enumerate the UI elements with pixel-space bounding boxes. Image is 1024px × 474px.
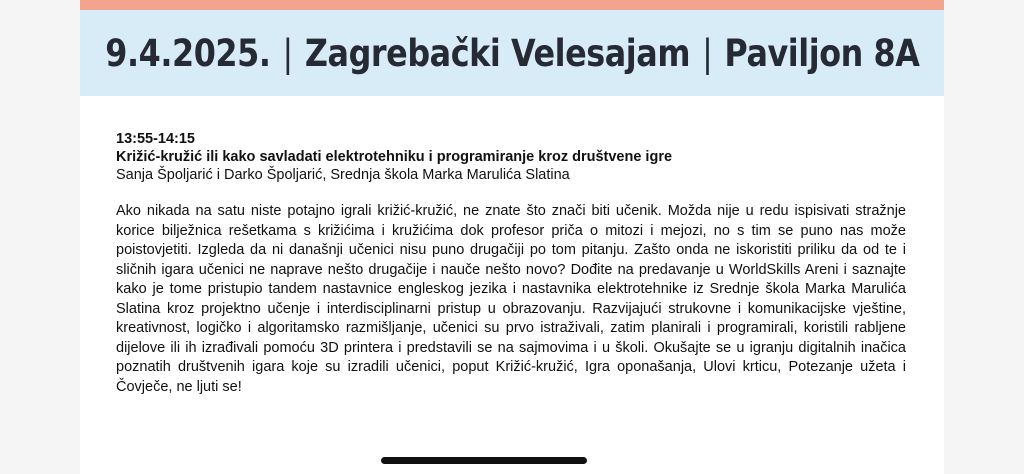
session-time: 13:55-14:15 — [116, 131, 195, 147]
session-description: Ako nikada na satu niste potajno igrali križić-kružić, ne znate što znači biti učenik. Možda nije u redu ispisivati stražnje korice bilježnica rešetkama s križićima i kružićima dok profesor priča o mitozi i mejozi, no s tim se puno nas može poistovjetiti. Izgleda da ni današnji učenici nisu puno drugačiji po tom pitanju. Zašto onda ne iskoristiti priliku da od te i sličnih igara učenici ne naprave nešto drugačije i nauče nešto novo? Dođite na predavanje u WorldSkills Areni i saznajte kako je tome pristupio tandem nastavnice engleskog jezika i nastavnika elektrotehnike iz Srednje škola Marka Marulića Slatina kroz projektno učenje i interdisciplinarni pristup u obrazovanju. Razvijajući strukovne i komunikacijske vještine, kreativnost, logičko i algoritamsko razmišljanje, učenici su prvo istraživali, zatim planirali i programirali, koristili rabljene dijelove ili ih izrađivali pomoću 3D printera i predstavili se na sajmovima i u školi. Okušajte se u igranju digitalnih inačica poznatih društvenih igara koje su izradili učenici, poput Križić-kružić, Igra oponašanja, Ulovi krticu, Potezanje užeta i Čovječe, ne ljuti se! — [116, 203, 906, 395]
home-indicator[interactable] — [381, 457, 587, 464]
document-page — [80, 0, 944, 474]
session-title: Križić-kružić ili kako savladati elektrotehniku i programiranje kroz društvene igre — [116, 149, 673, 165]
banner-separator: | — [282, 31, 293, 75]
top-color-strip — [80, 0, 944, 10]
banner-date: 9.4.2025. — [104, 31, 271, 75]
event-banner — [80, 10, 944, 96]
banner-heading — [105, 32, 919, 75]
banner-pavilion: Paviljon 8A — [724, 31, 920, 75]
banner-separator: | — [701, 31, 713, 75]
session-entry — [116, 130, 906, 397]
session-authors: Sanja Špoljarić i Darko Špoljarić, Srednja škola Marka Marulića Slatina — [116, 167, 570, 183]
banner-venue: Zagrebački Velesajam — [304, 31, 690, 75]
